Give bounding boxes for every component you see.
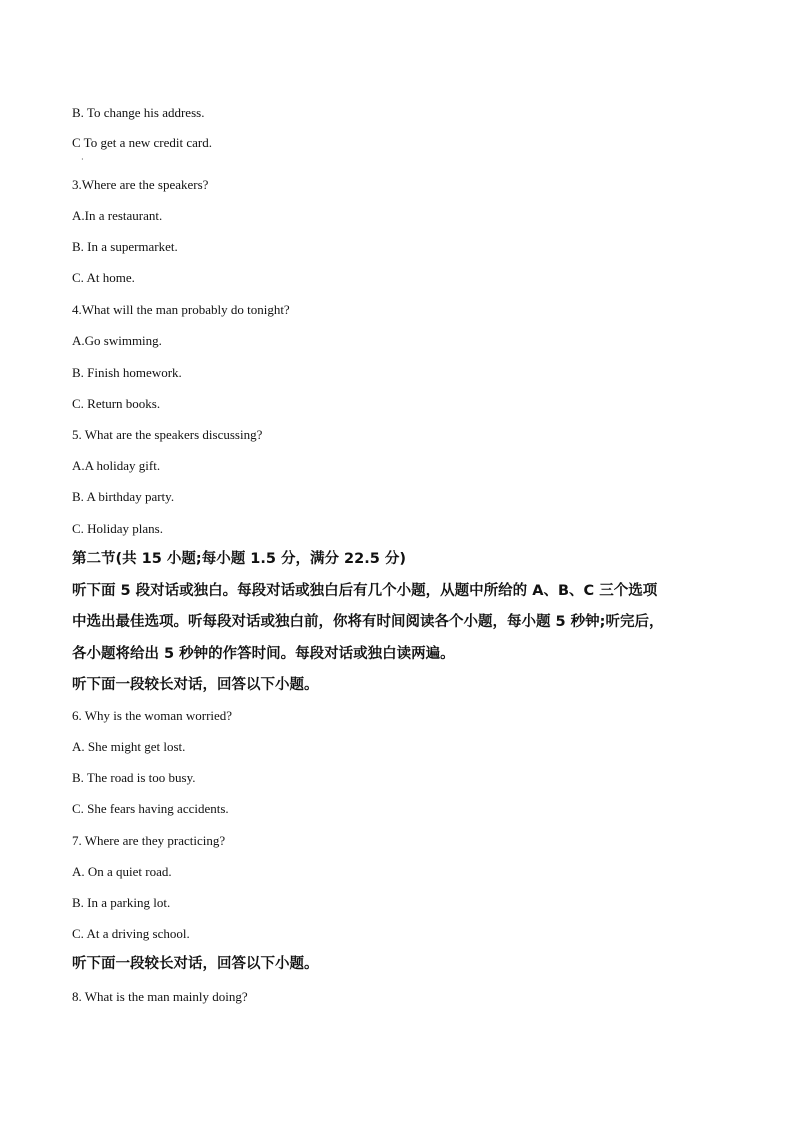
instruction-line-2: 中选出最佳选项。听每段对话或独白前，你将有时间阅读各个小题，每小题 5 秒钟;听完后， [72,614,664,630]
question-6: 6. Why is the woman worried? [72,708,233,723]
option-6b: B. The road is too busy. [72,770,196,785]
option-3b: B. In a supermarket. [72,239,178,254]
option-7a: A. On a quiet road. [72,864,172,879]
option-4b: B. Finish homework. [72,365,182,380]
subheading-conversation-1: 听下面一段较长对话，回答以下小题。 [72,677,319,693]
option-5b: B. A birthday party. [72,489,175,504]
instruction-line-1: 听下面 5 段对话或独白。每段对话或独白后有几个小题，从题中所给的 A、B、C 三个选项 [72,583,658,599]
stray-mark: · [81,155,84,164]
option-5c: C. Holiday plans. [72,521,163,536]
option-6a: A. She might get lost. [72,739,186,754]
subheading-conversation-2: 听下面一段较长对话，回答以下小题。 [72,956,319,972]
option-5a: A.A holiday gift. [72,458,161,473]
option-3a: A.In a restaurant. [72,208,163,223]
option-4c: C. Return books. [72,396,161,411]
option-2b: B. To change his address. [72,105,205,120]
option-3c: C. At home. [72,270,135,285]
question-4: 4.What will the man probably do tonight? [72,302,290,317]
option-4a: A.Go swimming. [72,333,162,348]
section-heading: 第二节(共 15 小题;每小题 1.5 分，满分 22.5 分) [72,551,406,567]
option-7c: C. At a driving school. [72,926,190,941]
option-6c: C. She fears having accidents. [72,801,229,816]
instruction-line-3: 各小题将给出 5 秒钟的作答时间。每段对话或独白读两遍。 [72,646,455,662]
question-7: 7. Where are they practicing? [72,833,226,848]
question-8: 8. What is the man mainly doing? [72,989,248,1004]
question-5: 5. What are the speakers discussing? [72,427,263,442]
option-7b: B. In a parking lot. [72,895,171,910]
option-2c: C To get a new credit card. [72,135,212,150]
question-3: 3.Where are the speakers? [72,177,209,192]
